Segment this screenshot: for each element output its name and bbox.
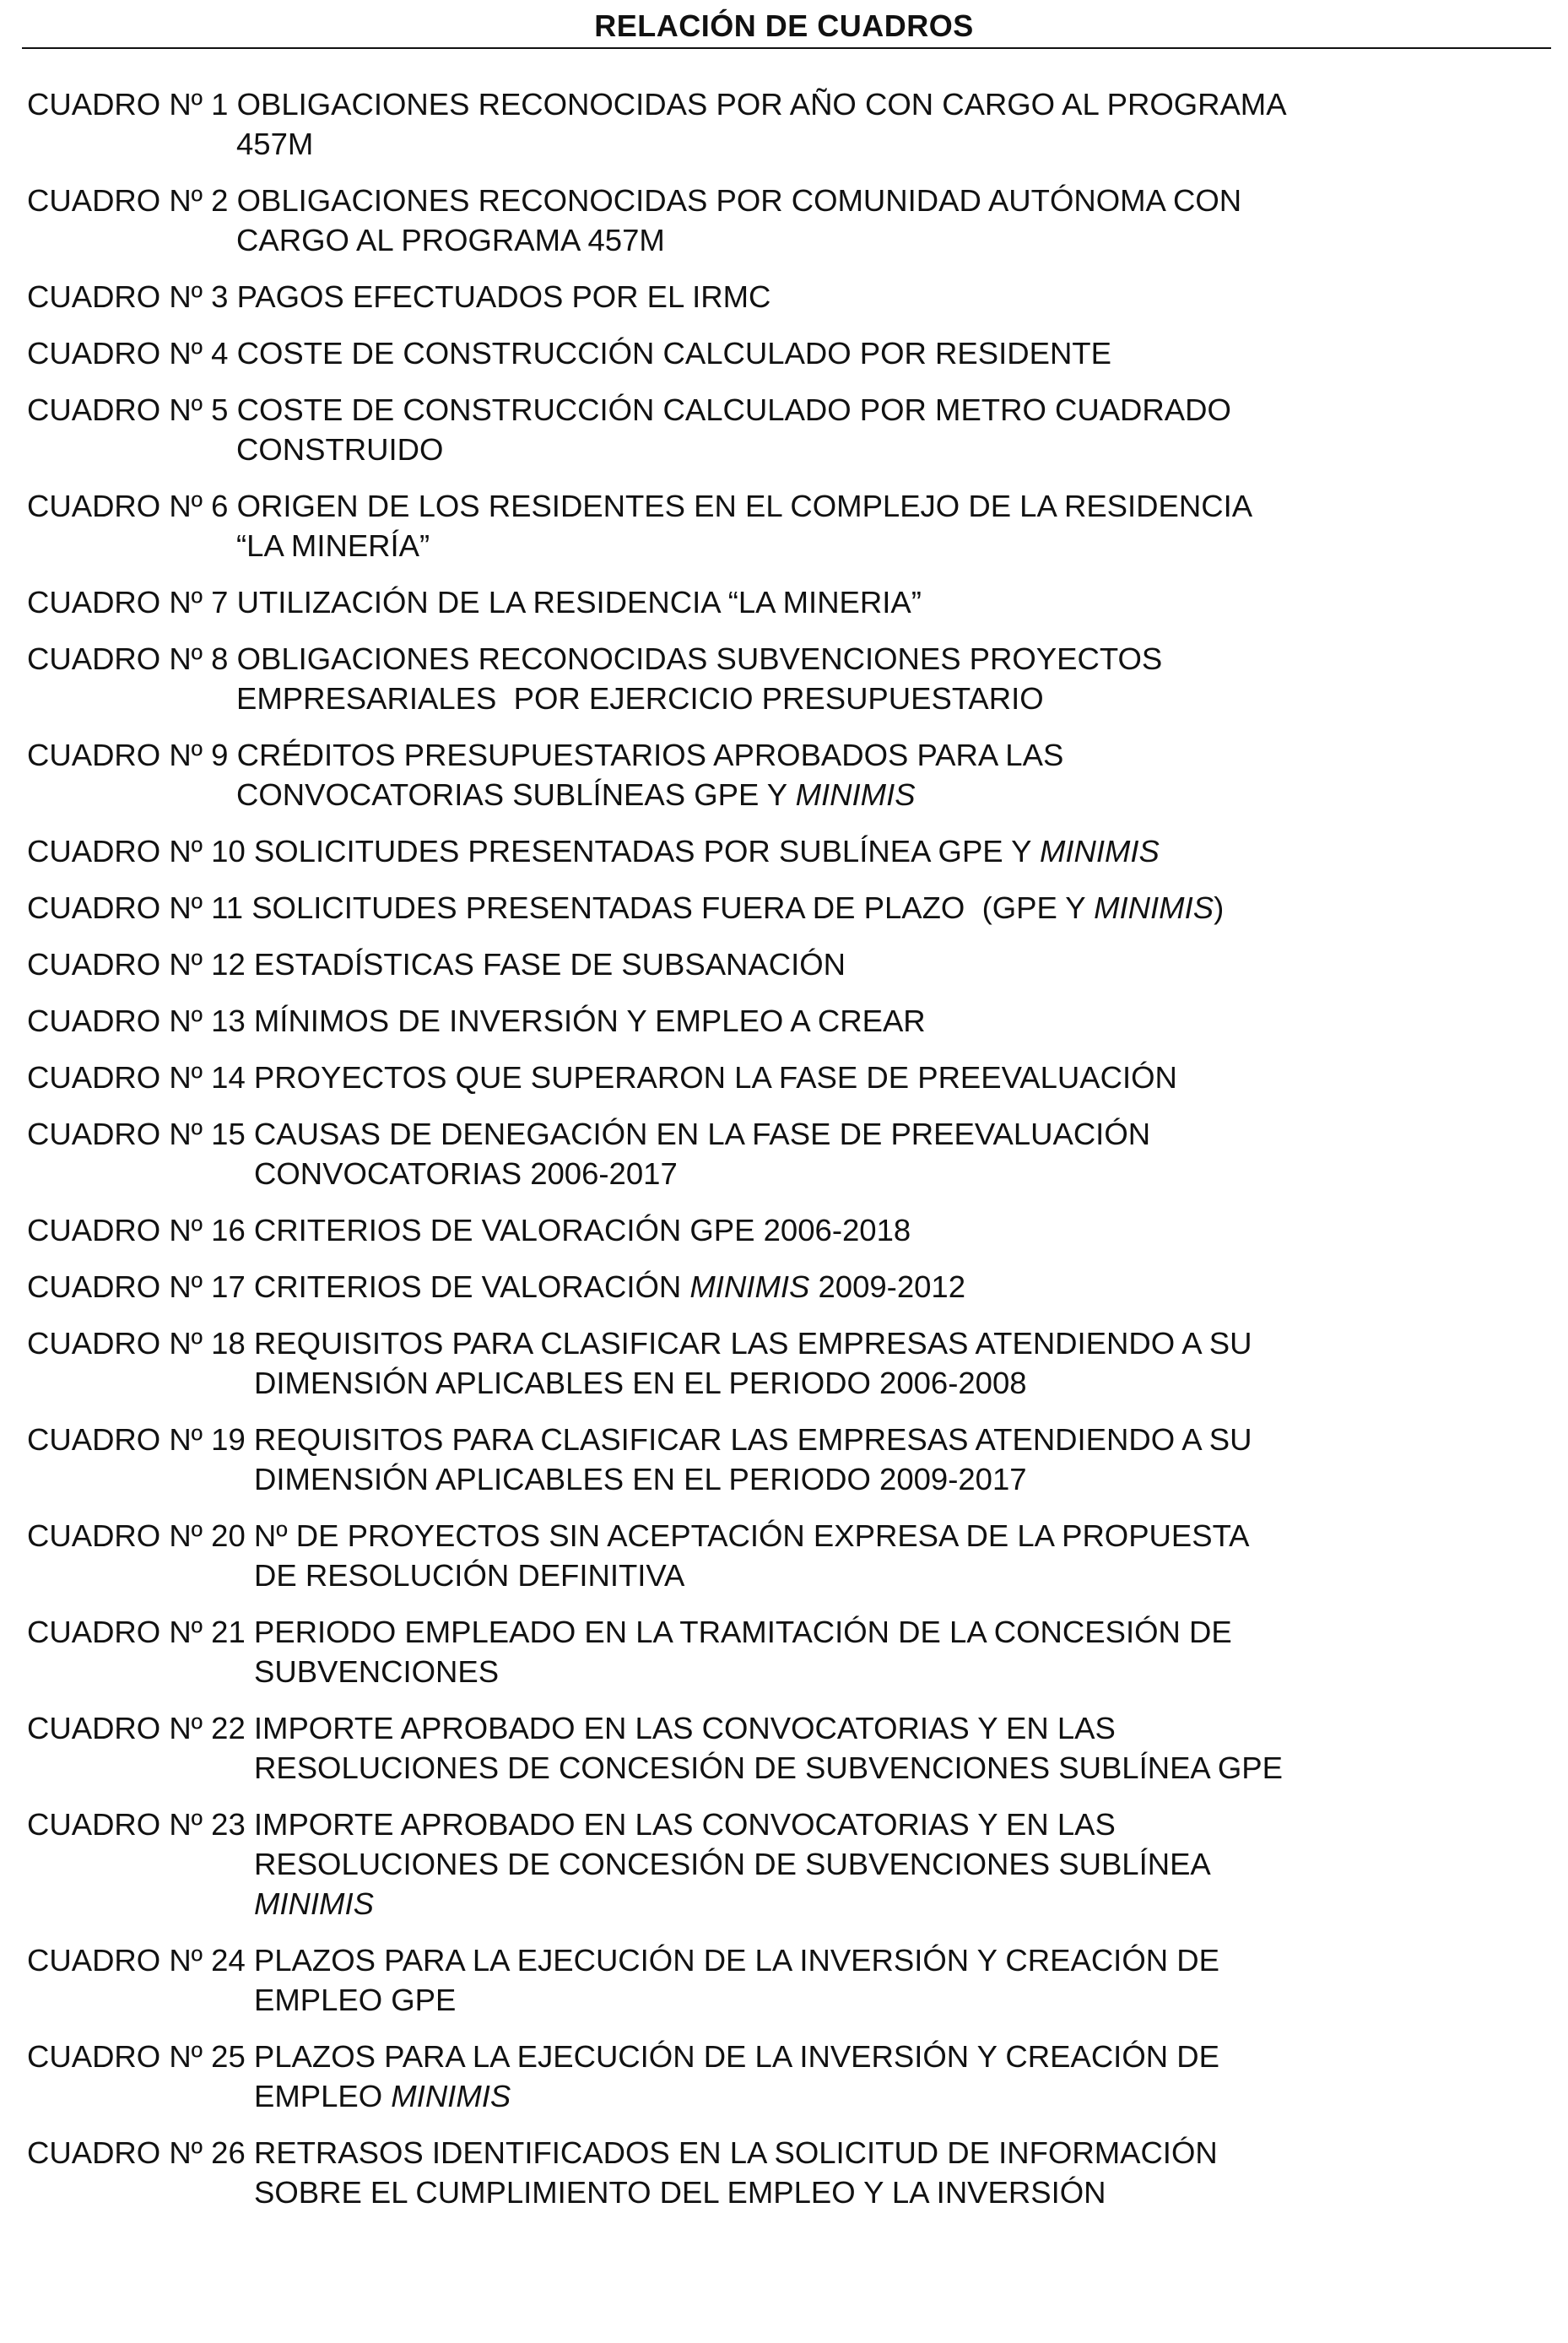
list-item bbox=[27, 390, 1546, 469]
list-item bbox=[27, 1940, 1546, 2020]
list-item bbox=[27, 486, 1546, 565]
entry-title-text: EMPLEO bbox=[254, 2079, 392, 2113]
entry-title-text: CONVOCATORIAS SUBLÍNEAS GPE Y bbox=[236, 777, 796, 812]
entry-title-text: OBLIGACIONES RECONOCIDAS POR COMUNIDAD AUTÓNOMA CON bbox=[236, 183, 1242, 218]
entry-title-text: OBLIGACIONES RECONOCIDAS POR AÑO CON CARGO AL PROGRAMA bbox=[236, 87, 1287, 122]
entry-title-text: RESOLUCIONES DE CONCESIÓN DE SUBVENCIONES SUBLÍNEA GPE bbox=[254, 1750, 1283, 1785]
entry-title-text: PLAZOS PARA LA EJECUCIÓN DE LA INVERSIÓN Y CREACIÓN DE bbox=[253, 2039, 1219, 2074]
entry-label: CUADRO Nº 4 bbox=[27, 336, 229, 371]
entry-title-text: EMPRESARIALES POR EJERCICIO PRESUPUESTARIO bbox=[236, 681, 1044, 716]
entry-title-text: REQUISITOS PARA CLASIFICAR LAS EMPRESAS ATENDIENDO A SU bbox=[253, 1326, 1252, 1361]
entry-continuation-line bbox=[27, 1748, 1546, 1788]
list-item bbox=[27, 2133, 1546, 2212]
entry-continuation-line bbox=[27, 1459, 1546, 1499]
entry-title-text: ESTADÍSTICAS FASE DE SUBSANACIÓN bbox=[253, 947, 846, 982]
entry-title-text: DE RESOLUCIÓN DEFINITIVA bbox=[254, 1558, 685, 1593]
entry-first-line bbox=[27, 831, 1546, 871]
entry-first-line bbox=[27, 333, 1546, 373]
entry-title-text: SOLICITUDES PRESENTADAS POR SUBLÍNEA GPE Y bbox=[253, 834, 1040, 868]
list-item bbox=[27, 1516, 1546, 1595]
entry-italic-text: MINIMIS bbox=[391, 2079, 511, 2113]
entry-label: CUADRO Nº 23 bbox=[27, 1807, 246, 1842]
entry-title-text: CRÉDITOS PRESUPUESTARIOS APROBADOS PARA LAS bbox=[236, 738, 1064, 772]
entry-label: CUADRO Nº 7 bbox=[27, 585, 229, 620]
entry-label: CUADRO Nº 20 bbox=[27, 1518, 246, 1553]
list-item bbox=[27, 1323, 1546, 1403]
entry-continuation-line bbox=[27, 526, 1546, 565]
entry-label: CUADRO Nº 1 bbox=[27, 87, 229, 122]
entry-first-line bbox=[27, 735, 1546, 775]
entry-title-text: UTILIZACIÓN DE LA RESIDENCIA “LA MINERIA” bbox=[236, 585, 922, 620]
entry-label: CUADRO Nº 21 bbox=[27, 1615, 246, 1649]
entry-title-text: ) bbox=[1214, 890, 1225, 925]
entry-first-line bbox=[27, 1001, 1546, 1041]
entry-italic-text: MINIMIS bbox=[689, 1269, 810, 1304]
entry-first-line bbox=[27, 1516, 1546, 1556]
entry-title-text: 2009-2012 bbox=[809, 1269, 966, 1304]
entry-label: CUADRO Nº 3 bbox=[27, 279, 229, 314]
list-item bbox=[27, 582, 1546, 622]
entry-continuation-line bbox=[27, 1556, 1546, 1595]
entry-title-text: REQUISITOS PARA CLASIFICAR LAS EMPRESAS ATENDIENDO A SU bbox=[253, 1422, 1252, 1457]
entry-label: CUADRO Nº 22 bbox=[27, 1711, 246, 1745]
entry-label: CUADRO Nº 26 bbox=[27, 2135, 246, 2170]
entry-label: CUADRO Nº 13 bbox=[27, 1004, 246, 1038]
entry-first-line bbox=[27, 1708, 1546, 1748]
list-item bbox=[27, 735, 1546, 814]
entry-label: CUADRO Nº 19 bbox=[27, 1422, 246, 1457]
entry-title-text: SOLICITUDES PRESENTADAS FUERA DE PLAZO (GPE Y bbox=[251, 890, 1095, 925]
entry-title-text: CRITERIOS DE VALORACIÓN GPE 2006-2018 bbox=[253, 1213, 911, 1247]
entry-title-text: PROYECTOS QUE SUPERARON LA FASE DE PREEVALUACIÓN bbox=[253, 1060, 1177, 1095]
list-item bbox=[27, 277, 1546, 317]
entry-title-text: EMPLEO GPE bbox=[254, 1983, 457, 2017]
entry-first-line bbox=[27, 84, 1546, 124]
title-divider bbox=[22, 47, 1551, 49]
entry-title-text: RESOLUCIONES DE CONCESIÓN DE SUBVENCIONES SUBLÍNEA bbox=[254, 1847, 1211, 1881]
entry-first-line bbox=[27, 1420, 1546, 1459]
entry-title-text: DIMENSIÓN APLICABLES EN EL PERIODO 2006-2008 bbox=[254, 1366, 1027, 1400]
entry-label: CUADRO Nº 25 bbox=[27, 2039, 246, 2074]
entry-continuation-line bbox=[27, 430, 1546, 469]
entry-continuation-line bbox=[27, 1652, 1546, 1691]
entry-first-line bbox=[27, 639, 1546, 679]
entry-continuation-line bbox=[27, 679, 1546, 718]
entry-first-line bbox=[27, 1805, 1546, 1844]
entry-italic-text: MINIMIS bbox=[254, 1886, 374, 1921]
entry-first-line bbox=[27, 390, 1546, 430]
entry-continuation-line bbox=[27, 1844, 1546, 1884]
entry-label: CUADRO Nº 2 bbox=[27, 183, 229, 218]
entry-continuation-line bbox=[27, 1363, 1546, 1403]
entry-title-text: SUBVENCIONES bbox=[254, 1654, 500, 1689]
entry-title-text: 457M bbox=[236, 127, 314, 161]
entry-continuation-line bbox=[27, 2076, 1546, 2116]
entry-label: CUADRO Nº 5 bbox=[27, 392, 229, 427]
list-item bbox=[27, 944, 1546, 984]
entry-first-line bbox=[27, 1612, 1546, 1652]
entry-title-text: IMPORTE APROBADO EN LAS CONVOCATORIAS Y EN LAS bbox=[253, 1711, 1116, 1745]
entry-first-line bbox=[27, 888, 1546, 928]
entry-continuation-line bbox=[27, 2173, 1546, 2212]
list-item bbox=[27, 333, 1546, 373]
entry-continuation-line bbox=[27, 124, 1546, 164]
entry-title-text: PLAZOS PARA LA EJECUCIÓN DE LA INVERSIÓN Y CREACIÓN DE bbox=[253, 1943, 1219, 1978]
table-of-contents-list bbox=[27, 84, 1546, 2229]
entry-first-line bbox=[27, 1267, 1546, 1307]
entry-first-line bbox=[27, 2133, 1546, 2173]
list-item bbox=[27, 1708, 1546, 1788]
entry-first-line bbox=[27, 944, 1546, 984]
entry-title-text: SOBRE EL CUMPLIMIENTO DEL EMPLEO Y LA INVERSIÓN bbox=[254, 2175, 1106, 2210]
list-item bbox=[27, 1420, 1546, 1499]
entry-title-text: PAGOS EFECTUADOS POR EL IRMC bbox=[236, 279, 771, 314]
entry-label: CUADRO Nº 18 bbox=[27, 1326, 246, 1361]
list-item bbox=[27, 639, 1546, 718]
entry-title-text: COSTE DE CONSTRUCCIÓN CALCULADO POR RESIDENTE bbox=[236, 336, 1111, 371]
entry-first-line bbox=[27, 277, 1546, 317]
entry-first-line bbox=[27, 1210, 1546, 1250]
entry-label: CUADRO Nº 11 bbox=[27, 890, 244, 925]
entry-first-line bbox=[27, 2037, 1546, 2076]
entry-title-text: PERIODO EMPLEADO EN LA TRAMITACIÓN DE LA CONCESIÓN DE bbox=[253, 1615, 1232, 1649]
entry-first-line bbox=[27, 1114, 1546, 1154]
list-item bbox=[27, 1058, 1546, 1097]
entry-label: CUADRO Nº 24 bbox=[27, 1943, 246, 1978]
document-title: RELACIÓN DE CUADROS bbox=[594, 8, 974, 43]
entry-continuation-line bbox=[27, 1980, 1546, 2020]
entry-title-text: Nº DE PROYECTOS SIN ACEPTACIÓN EXPRESA DE LA PROPUESTA bbox=[253, 1518, 1250, 1553]
entry-label: CUADRO Nº 17 bbox=[27, 1269, 246, 1304]
entry-italic-text: MINIMIS bbox=[1094, 890, 1214, 925]
entry-first-line bbox=[27, 181, 1546, 220]
entry-first-line bbox=[27, 486, 1546, 526]
list-item bbox=[27, 84, 1546, 164]
entry-title-text: COSTE DE CONSTRUCCIÓN CALCULADO POR METRO CUADRADO bbox=[236, 392, 1231, 427]
entry-title-text: MÍNIMOS DE INVERSIÓN Y EMPLEO A CREAR bbox=[253, 1004, 926, 1038]
list-item bbox=[27, 2037, 1546, 2116]
entry-title-text: OBLIGACIONES RECONOCIDAS SUBVENCIONES PROYECTOS bbox=[236, 641, 1163, 676]
list-item bbox=[27, 1612, 1546, 1691]
entry-label: CUADRO Nº 15 bbox=[27, 1117, 246, 1151]
entry-title-text: RETRASOS IDENTIFICADOS EN LA SOLICITUD DE INFORMACIÓN bbox=[253, 2135, 1218, 2170]
list-item bbox=[27, 1805, 1546, 1924]
entry-title-text: DIMENSIÓN APLICABLES EN EL PERIODO 2009-2017 bbox=[254, 1462, 1027, 1496]
entry-label: CUADRO Nº 10 bbox=[27, 834, 246, 868]
entry-title-text: CAUSAS DE DENEGACIÓN EN LA FASE DE PREEVALUACIÓN bbox=[253, 1117, 1151, 1151]
entry-continuation-line bbox=[27, 1884, 1546, 1924]
entry-italic-text: MINIMIS bbox=[1039, 834, 1160, 868]
entry-continuation-line bbox=[27, 1154, 1546, 1193]
list-item bbox=[27, 888, 1546, 928]
list-item bbox=[27, 1114, 1546, 1193]
entry-continuation-line bbox=[27, 775, 1546, 814]
entry-first-line bbox=[27, 1058, 1546, 1097]
entry-label: CUADRO Nº 8 bbox=[27, 641, 229, 676]
entry-title-text: CONSTRUIDO bbox=[236, 432, 444, 467]
entry-title-text: “LA MINERÍA” bbox=[236, 528, 430, 563]
list-item bbox=[27, 1210, 1546, 1250]
entry-title-text: CRITERIOS DE VALORACIÓN bbox=[253, 1269, 690, 1304]
entry-label: CUADRO Nº 16 bbox=[27, 1213, 246, 1247]
entry-first-line bbox=[27, 1323, 1546, 1363]
list-item bbox=[27, 831, 1546, 871]
entry-label: CUADRO Nº 12 bbox=[27, 947, 246, 982]
entry-first-line bbox=[27, 1940, 1546, 1980]
entry-continuation-line bbox=[27, 220, 1546, 260]
list-item bbox=[27, 1001, 1546, 1041]
entry-label: CUADRO Nº 14 bbox=[27, 1060, 246, 1095]
entry-first-line bbox=[27, 582, 1546, 622]
entry-italic-text: MINIMIS bbox=[795, 777, 916, 812]
entry-label: CUADRO Nº 9 bbox=[27, 738, 229, 772]
entry-title-text: ORIGEN DE LOS RESIDENTES EN EL COMPLEJO DE LA RESIDENCIA bbox=[236, 489, 1253, 523]
entry-title-text: IMPORTE APROBADO EN LAS CONVOCATORIAS Y EN LAS bbox=[253, 1807, 1116, 1842]
entry-title-text: CARGO AL PROGRAMA 457M bbox=[236, 223, 665, 257]
entry-title-text: CONVOCATORIAS 2006-2017 bbox=[254, 1156, 678, 1191]
entry-label: CUADRO Nº 6 bbox=[27, 489, 229, 523]
list-item bbox=[27, 1267, 1546, 1307]
list-item bbox=[27, 181, 1546, 260]
